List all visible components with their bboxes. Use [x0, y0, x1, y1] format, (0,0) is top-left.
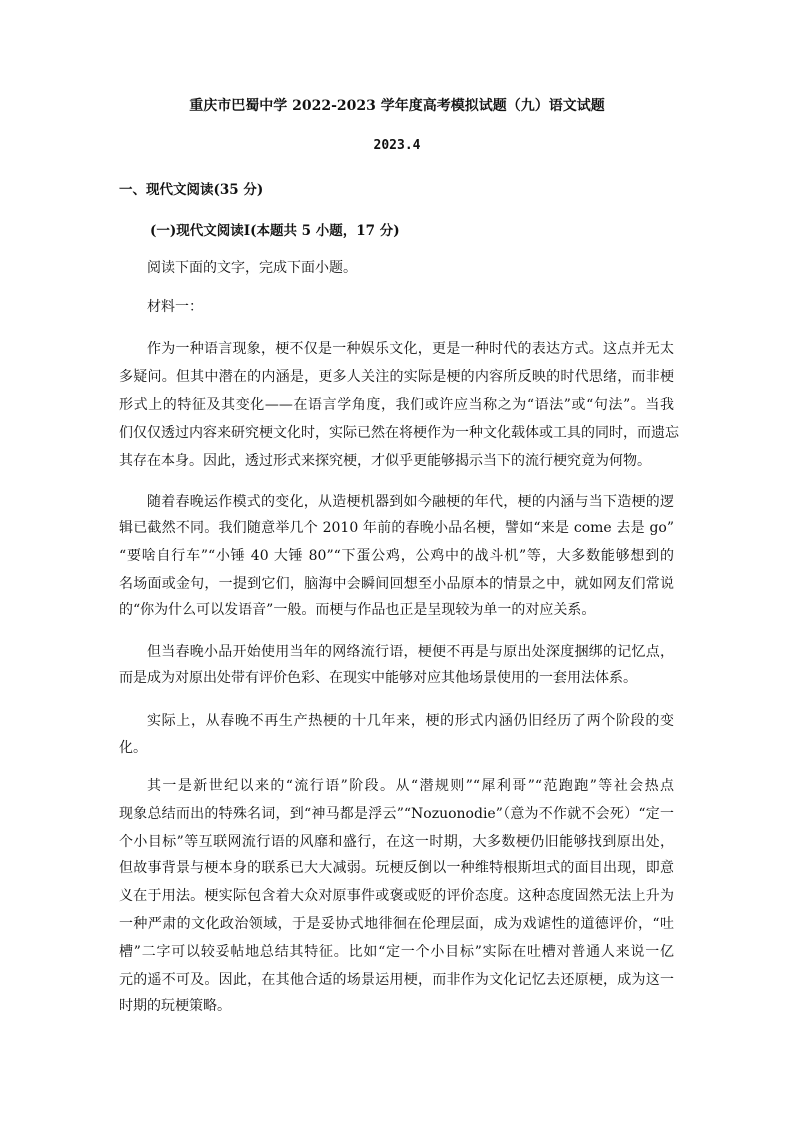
paragraph-line: 的“你为什么可以发语音”一般。而梗与作品也正是呈现较为单一的对应关系。 [119, 602, 596, 618]
document-date: 2023.4 [373, 138, 421, 153]
paragraph-line: 作为一种语言现象，梗不仅是一种娱乐文化，更是一种时代的表达方式。这点并无太 [147, 341, 674, 357]
paragraph-line: “要啥自行车”“小锤 40 大锤 80”“下蛋公鸡，公鸡中的战斗机”等，大多数能够想到的 [119, 548, 674, 564]
paragraph-line: 一种严肃的文化政治领域，于是妥协式地徘徊在伦理层面，成为戏谑性的道德评价，“吐 [119, 916, 674, 932]
section-heading: 一、现代文阅读(35 分) [119, 182, 264, 198]
paragraph-line: 们仅仅透过内容来研究梗文化时，实际已然在将梗作为一种文化载体或工具的同时，而遗忘 [119, 425, 679, 441]
instruction-text: 阅读下面的文字，完成下面小题。 [147, 260, 357, 276]
material-label: 材料一： [147, 299, 203, 315]
subsection-heading: (一)现代文阅读Ⅰ(本题共 5 小题，17 分) [150, 223, 400, 239]
paragraph-line: 其存在本身。因此，透过形式来探究梗，才似乎更能够揭示当下的流行梗究竟为何物。 [119, 453, 651, 469]
paragraph-line: 名场面或金句，一提到它们，脑海中会瞬间回想至小品原本的情景之中，就如网友们常说 [119, 576, 674, 592]
paragraph-line: 多疑问。但其中潜在的内涵是，更多人关注的实际是梗的内容所反映的时代思绪，而非梗 [119, 369, 674, 385]
paragraph-line: 其一是新世纪以来的“流行语”阶段。从“潜规则”“犀利哥”“范跑跑”等社会热点 [147, 778, 674, 794]
paragraph-line: 个小目标”等互联网流行语的风靡和盛行，在这一时期，大多数梗仍旧能够找到原出处， [119, 834, 674, 850]
paragraph-line: 时期的玩梗策略。 [119, 998, 231, 1014]
paragraph-line: 但故事背景与梗本身的联系已大大减弱。玩梗反倒以一种维特根斯坦式的面目出现，即意 [119, 860, 674, 876]
paragraph-line: 辑已截然不同。我们随意举几个 2010 年前的春晚小品名梗，譬如“来是 come 去是 go” [119, 520, 674, 536]
paragraph-line: 形式上的特征及其变化——在语言学角度，我们或许应当称之为“语法”或“句法”。当我 [119, 397, 674, 413]
paragraph-line: 实际上，从春晚不再生产热梗的十几年来，梗的形式内涵仍旧经历了两个阶段的变 [147, 713, 674, 729]
document-title: 重庆市巴蜀中学 2022-2023 学年度高考模拟试题（九）语文试题 [189, 98, 605, 114]
paragraph-line: 槽”二字可以较妥帖地总结其特征。比如“定一个小目标”实际在吐槽对普通人来说一亿 [119, 944, 674, 960]
paragraph-line: 而是成为对原出处带有评价色彩、在现实中能够对应其他场景使用的一套用法体系。 [119, 670, 637, 686]
paragraph-line: 但当春晚小品开始使用当年的网络流行语，梗便不再是与原出处深度捆绑的记忆点， [147, 644, 674, 660]
paragraph-line: 元的遥不可及。因此，在其他合适的场景运用梗，而非作为文化记忆去还原梗，成为这一 [119, 972, 674, 988]
paragraph-line: 义在于用法。梗实际包含着大众对原事件或褒或贬的评价态度。这种态度固然无法上升为 [119, 888, 674, 904]
paragraph-line: 化。 [119, 740, 147, 756]
paragraph-line: 随着春晚运作模式的变化，从造梗机器到如今融梗的年代，梗的内涵与当下造梗的逻 [147, 494, 674, 510]
paragraph-line: 现象总结而出的特殊名词，到“神马都是浮云”“Nozuonodie”（意为不作就不会死）“定一 [119, 806, 674, 822]
